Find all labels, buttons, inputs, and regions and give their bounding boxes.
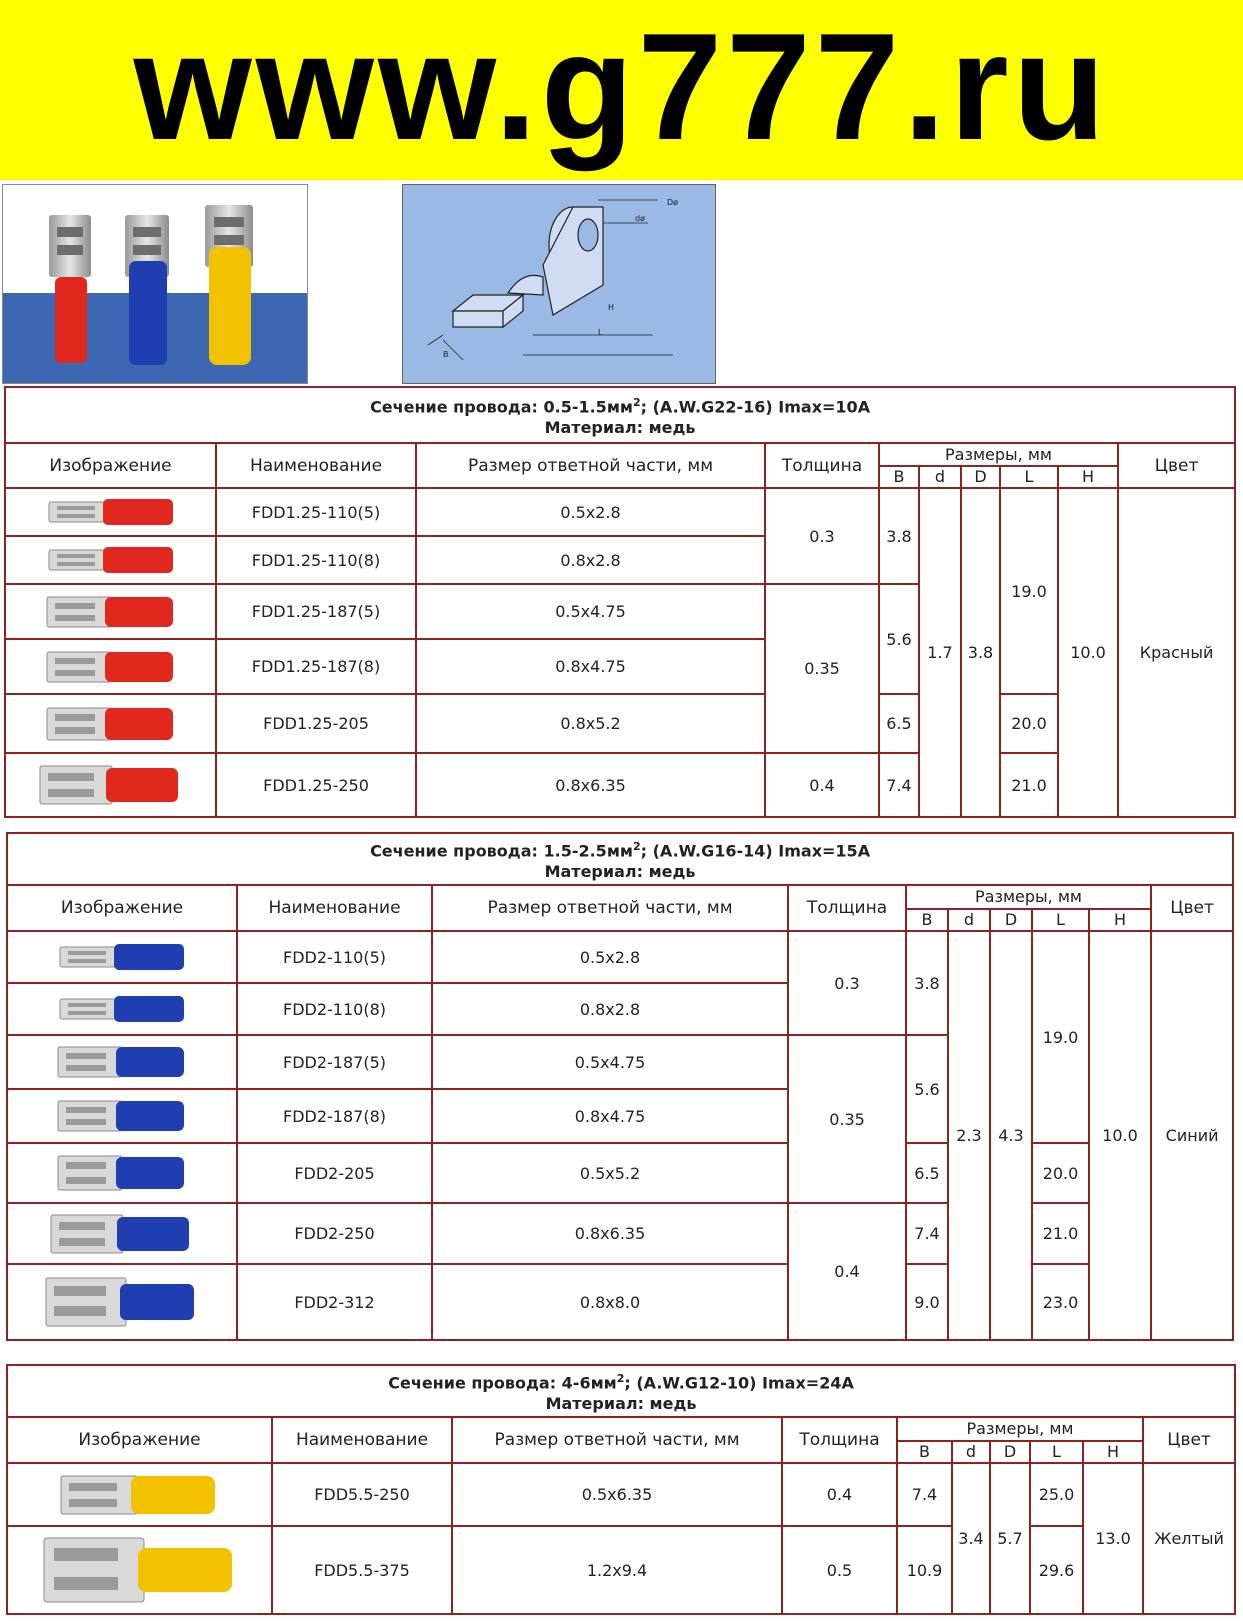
D-value: 3.8: [961, 488, 1000, 817]
B-value: 5.6: [906, 1035, 948, 1143]
table-row: [7, 931, 1233, 983]
col-color: Цвет: [1151, 885, 1233, 931]
caption-suffix: ; (A.W.G16-14) Imax=15A: [640, 841, 871, 861]
d-value: 3.4: [952, 1463, 990, 1614]
col-name: Наименование: [237, 885, 432, 931]
product-name: FDD1.25-187(5): [216, 584, 416, 639]
table-row: [7, 1203, 1233, 1264]
terminal-image: [5, 584, 216, 639]
L-value: 20.0: [1032, 1143, 1089, 1203]
mating-size: 0.8x4.75: [432, 1089, 788, 1143]
col-H: H: [1058, 466, 1118, 488]
color-value: Синий: [1151, 931, 1233, 1340]
col-name: Наименование: [216, 443, 416, 488]
B-value: 6.5: [879, 694, 919, 753]
terminal-image: [5, 639, 216, 694]
mating-size: 0.8x5.2: [416, 694, 765, 753]
caption-suffix: ; (A.W.G12-10) Imax=24A: [624, 1373, 854, 1393]
product-name: FDD2-110(8): [237, 983, 432, 1035]
terminal-image: [5, 536, 216, 584]
terminal-image: [7, 1526, 272, 1614]
table-row: [5, 694, 1235, 753]
table-row: [5, 753, 1235, 817]
spec-table-red: [4, 386, 1236, 818]
d-value: 2.3: [948, 931, 990, 1340]
D-value: 5.7: [990, 1463, 1030, 1614]
mating-size: 0.8x2.8: [432, 983, 788, 1035]
mating-size: 0.8x4.75: [416, 639, 765, 694]
spec-table-yellow: [6, 1364, 1236, 1615]
H-value: 10.0: [1089, 931, 1151, 1340]
label-H: H: [608, 303, 615, 312]
caption-prefix: Сечение провода: 1.5-2.5мм: [370, 841, 633, 861]
col-thickness: Толщина: [788, 885, 906, 931]
terminal-image: [7, 1089, 237, 1143]
B-value: 7.4: [879, 753, 919, 817]
label-d: dø: [635, 214, 645, 223]
color-value: Красный: [1118, 488, 1235, 817]
col-image: Изображение: [7, 1417, 272, 1463]
dimension-drawing-image: [403, 185, 715, 383]
col-dims: Размеры, мм: [906, 885, 1151, 909]
thickness-value: 0.35: [788, 1035, 906, 1203]
terminal-image: [7, 1203, 237, 1264]
mating-size: 0.5x2.8: [432, 931, 788, 983]
mating-size: 1.2x9.4: [452, 1526, 782, 1614]
site-url[interactable]: www.g777.ru: [133, 2, 1110, 172]
thickness-value: 0.3: [765, 488, 879, 584]
product-name: FDD5.5-375: [272, 1526, 452, 1614]
spec-table-blue: [6, 832, 1234, 1341]
B-value: 3.8: [879, 488, 919, 584]
caption-prefix: Сечение провода: 4-6мм: [388, 1373, 617, 1393]
col-image: Изображение: [5, 443, 216, 488]
B-value: 7.4: [906, 1203, 948, 1264]
product-name: FDD2-205: [237, 1143, 432, 1203]
col-H: H: [1083, 1441, 1143, 1463]
col-B: B: [906, 909, 948, 931]
col-L: L: [1030, 1441, 1083, 1463]
col-mating: Размер ответной части, мм: [432, 885, 788, 931]
product-name: FDD2-250: [237, 1203, 432, 1264]
col-B: B: [879, 466, 919, 488]
caption-sup: 2: [632, 395, 641, 409]
mating-size: 0.5x4.75: [416, 584, 765, 639]
L-value: 29.6: [1030, 1526, 1083, 1614]
product-name: FDD1.25-110(8): [216, 536, 416, 584]
product-name: FDD1.25-187(8): [216, 639, 416, 694]
mating-size: 0.8x6.35: [416, 753, 765, 817]
col-dims: Размеры, мм: [897, 1417, 1143, 1441]
col-L: L: [1032, 909, 1089, 931]
thickness-value: 0.4: [765, 753, 879, 817]
col-D: D: [990, 1441, 1030, 1463]
label-D: Dø: [667, 198, 679, 207]
col-D: D: [990, 909, 1032, 931]
terminal-image: [5, 488, 216, 536]
table-row: [7, 1526, 1235, 1614]
terminal-image: [7, 1463, 272, 1526]
table-caption: [7, 1365, 1235, 1417]
col-D: D: [961, 466, 1000, 488]
col-mating: Размер ответной части, мм: [452, 1417, 782, 1463]
table-row: [7, 1143, 1233, 1203]
B-value: 7.4: [897, 1463, 952, 1526]
site-banner: [0, 0, 1243, 180]
col-d: d: [948, 909, 990, 931]
col-d: d: [952, 1441, 990, 1463]
col-image: Изображение: [7, 885, 237, 931]
product-name: FDD2-187(5): [237, 1035, 432, 1089]
terminal-image: [7, 983, 237, 1035]
col-B: B: [897, 1441, 952, 1463]
thickness-value: 0.3: [788, 931, 906, 1035]
B-value: 9.0: [906, 1264, 948, 1340]
H-value: 10.0: [1058, 488, 1118, 817]
thickness-value: 0.4: [782, 1463, 897, 1526]
mating-size: 0.8x2.8: [416, 536, 765, 584]
terminal-image: [7, 931, 237, 983]
table-caption: [5, 387, 1235, 443]
material-label: Материал: медь: [544, 418, 696, 438]
H-value: 13.0: [1083, 1463, 1143, 1614]
table-row: [5, 488, 1235, 536]
product-name: FDD1.25-205: [216, 694, 416, 753]
L-value: 21.0: [1032, 1203, 1089, 1264]
terminal-image: [7, 1143, 237, 1203]
table-caption: [7, 833, 1233, 885]
B-value: 5.6: [879, 584, 919, 694]
terminal-image: [7, 1035, 237, 1089]
L-value: 19.0: [1000, 488, 1058, 694]
L-value: 25.0: [1030, 1463, 1083, 1526]
product-name: FDD2-312: [237, 1264, 432, 1340]
thickness-value: 0.4: [788, 1203, 906, 1340]
product-name: FDD5.5-250: [272, 1463, 452, 1526]
col-L: L: [1000, 466, 1058, 488]
col-H: H: [1089, 909, 1151, 931]
mating-size: 0.5x4.75: [432, 1035, 788, 1089]
label-B: B: [443, 350, 449, 359]
thickness-value: 0.35: [765, 584, 879, 753]
D-value: 4.3: [990, 931, 1032, 1340]
mating-size: 0.5x6.35: [452, 1463, 782, 1526]
col-color: Цвет: [1118, 443, 1235, 488]
product-name: FDD2-187(8): [237, 1089, 432, 1143]
terminals-photo-image: [3, 185, 307, 383]
table-row: [7, 1463, 1235, 1526]
terminal-image: [5, 694, 216, 753]
product-name: FDD2-110(5): [237, 931, 432, 983]
L-value: 19.0: [1032, 931, 1089, 1143]
technical-drawing: [402, 184, 716, 384]
col-dims: Размеры, мм: [879, 443, 1118, 466]
caption-sup: 2: [616, 1372, 625, 1385]
thickness-value: 0.5: [782, 1526, 897, 1614]
B-value: 10.9: [897, 1526, 952, 1614]
product-name: FDD1.25-250: [216, 753, 416, 817]
product-photo: [2, 184, 308, 384]
col-thickness: Толщина: [782, 1417, 897, 1463]
mating-size: 0.5x5.2: [432, 1143, 788, 1203]
B-value: 3.8: [906, 931, 948, 1035]
mating-size: 0.8x6.35: [432, 1203, 788, 1264]
color-value: Желтый: [1143, 1463, 1235, 1614]
col-thickness: Толщина: [765, 443, 879, 488]
caption-suffix: ; (A.W.G22-16) Imax=10A: [640, 397, 871, 417]
material-label: Материал: медь: [545, 1394, 697, 1414]
d-value: 1.7: [919, 488, 961, 817]
col-mating: Размер ответной части, мм: [416, 443, 765, 488]
col-color: Цвет: [1143, 1417, 1235, 1463]
col-name: Наименование: [272, 1417, 452, 1463]
mating-size: 0.5x2.8: [416, 488, 765, 536]
product-name: FDD1.25-110(5): [216, 488, 416, 536]
terminal-image: [5, 753, 216, 817]
B-value: 6.5: [906, 1143, 948, 1203]
caption-prefix: Сечение провода: 0.5-1.5мм: [370, 397, 633, 417]
material-label: Материал: медь: [544, 862, 696, 882]
L-value: 20.0: [1000, 694, 1058, 753]
L-value: 23.0: [1032, 1264, 1089, 1340]
col-d: d: [919, 466, 961, 488]
L-value: 21.0: [1000, 753, 1058, 817]
table-row: [7, 1264, 1233, 1340]
caption-sup: 2: [632, 840, 641, 853]
terminal-image: [7, 1264, 237, 1340]
mating-size: 0.8x8.0: [432, 1264, 788, 1340]
label-L: L: [598, 328, 603, 337]
